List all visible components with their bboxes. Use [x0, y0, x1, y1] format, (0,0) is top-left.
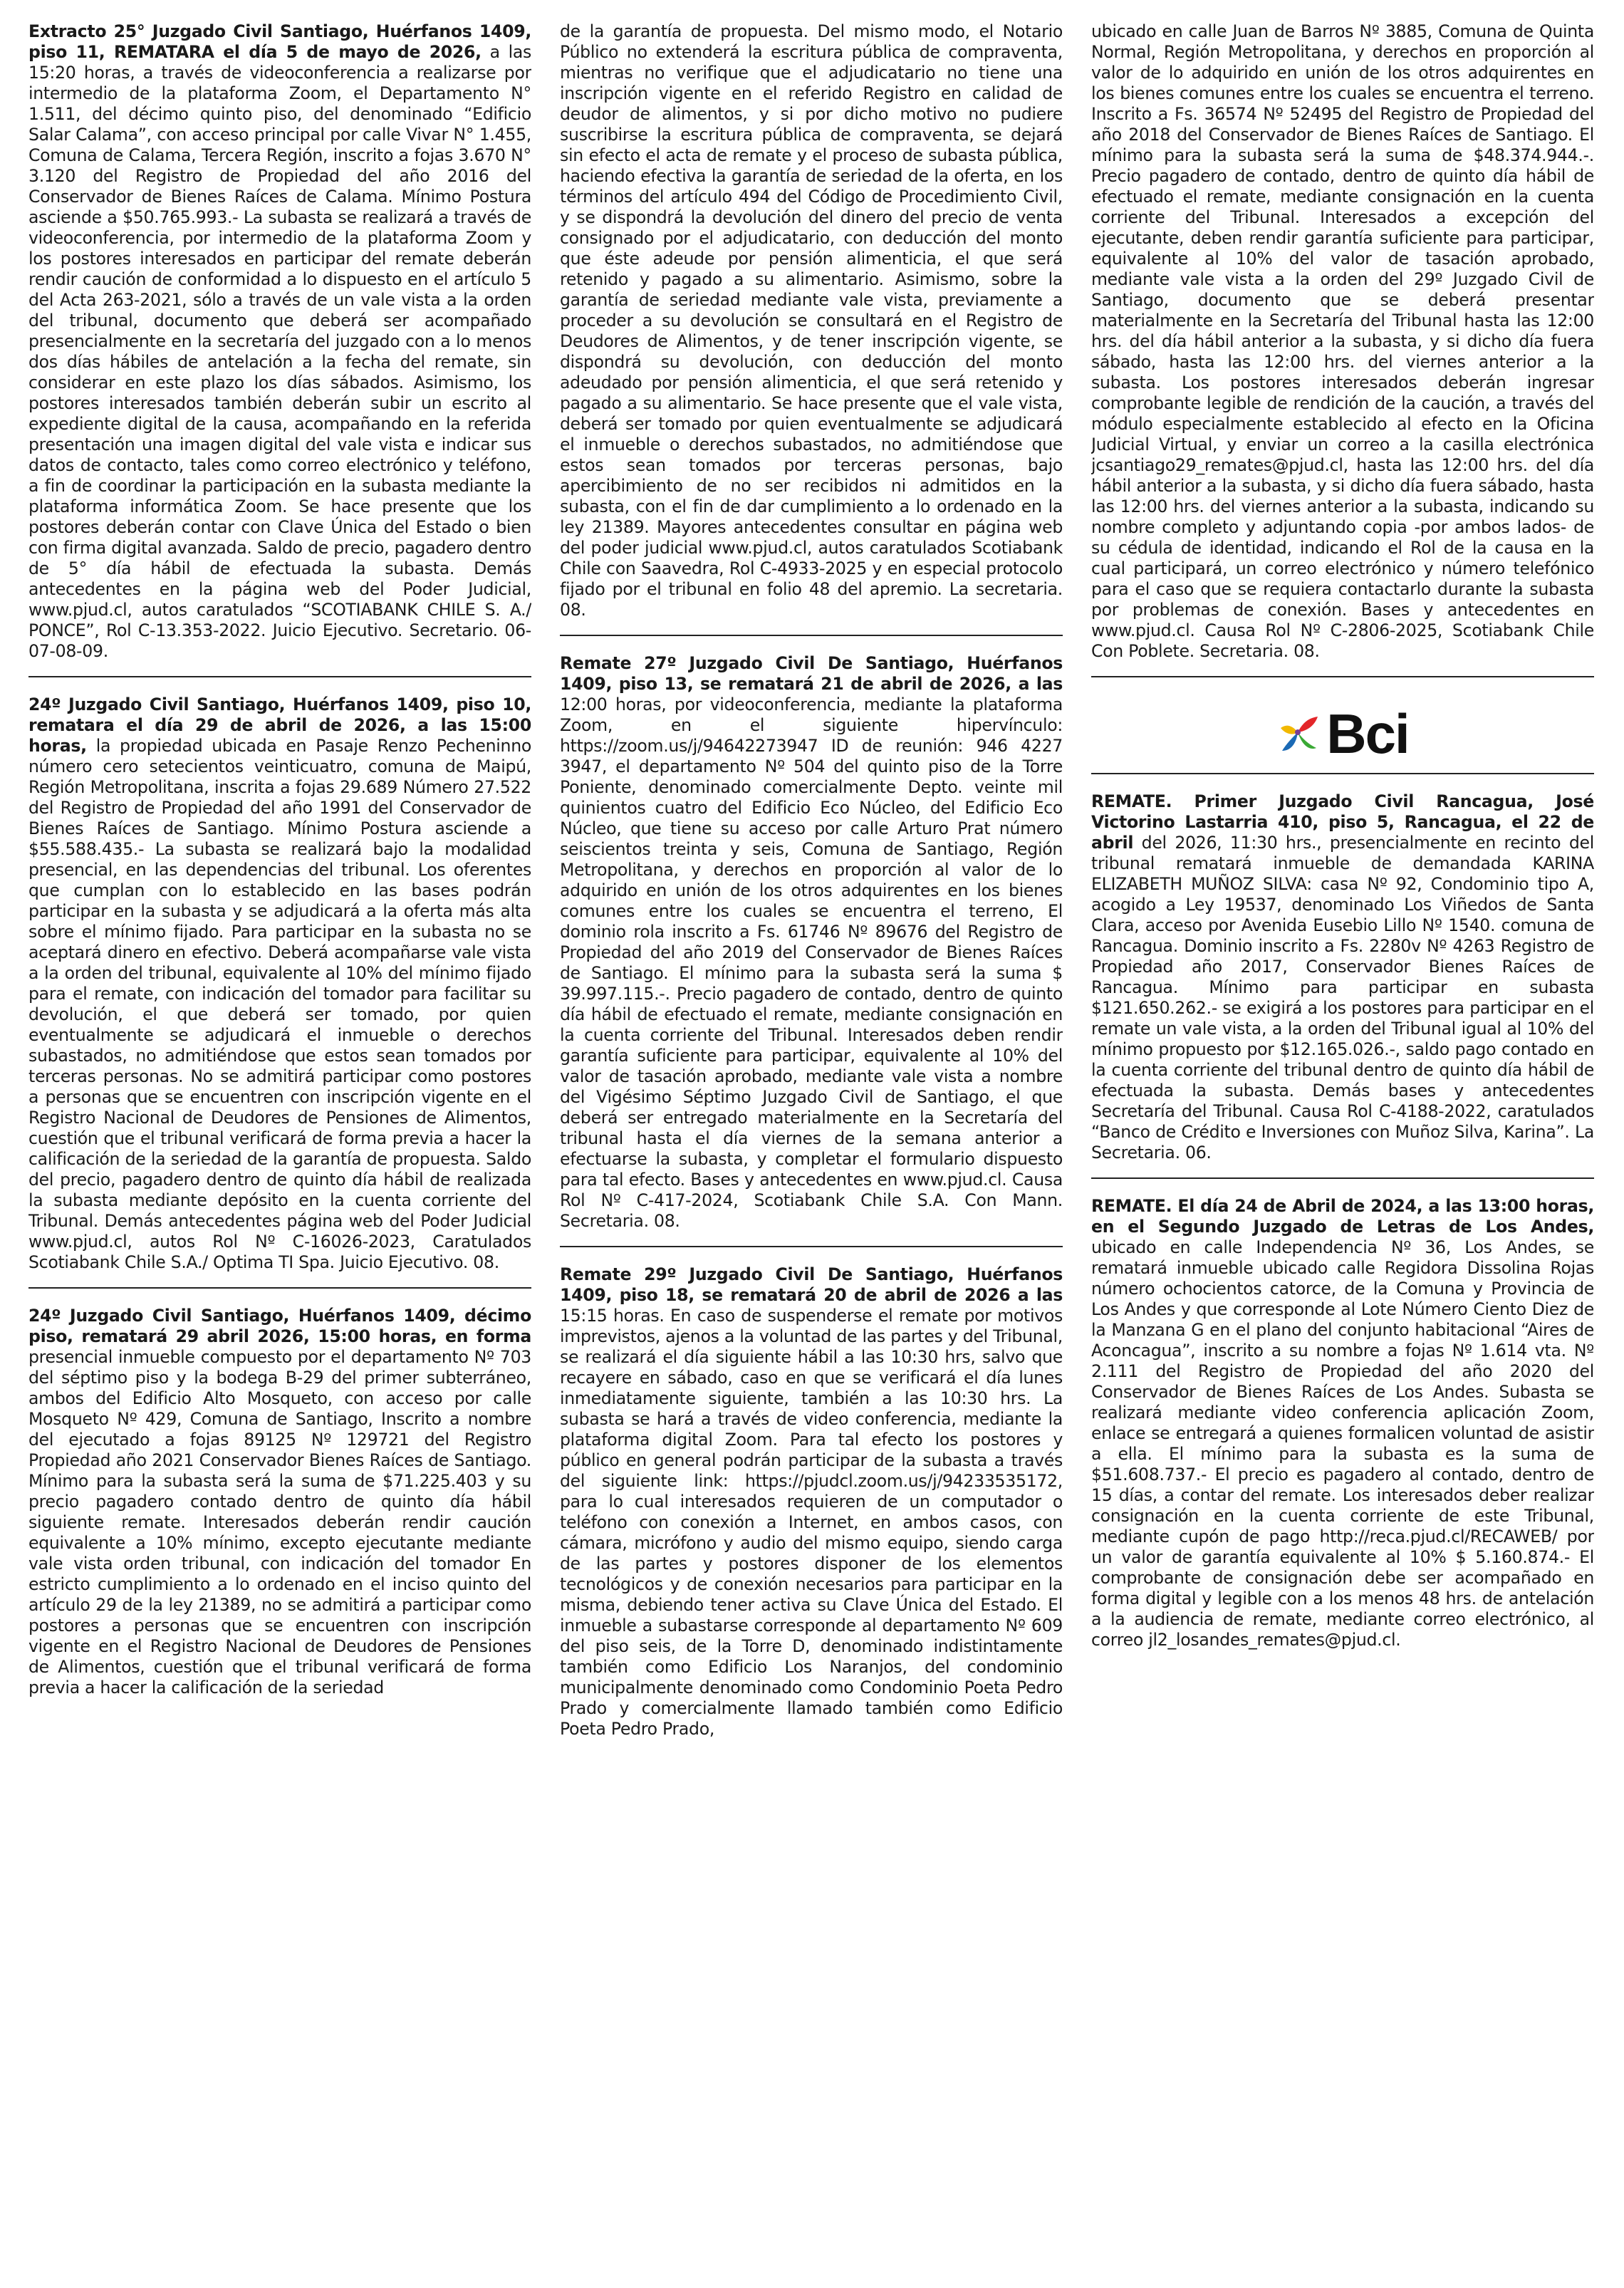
- column-right: [1091, 21, 1594, 2265]
- auction-notice: [28, 21, 531, 677]
- notice-body: 15:15 horas. En caso de suspenderse el remate por motivos imprevistos, ajenos a la voluntad de las partes y del Tribunal, se realizará el día siguiente hábil a las 10:30 hrs, salvo que recayere en sábado, caso en que se verificará el día lunes inmediatamente siguiente, también a las 10:30 hrs. La subasta se hará a través de video conferencia, mediante la plataforma digital Zoom. Para tal efecto los postores y público en general podrán participar de la subasta a través del siguiente link: https://pjudcl.zoom.us/j/94233535172, para lo cual interesados requieren de un computador o teléfono con conexión a Internet, en ambos casos, con cámara, micrófono y audio del mismo equipo, siendo carga de las partes y postores disponer de los elementos tecnológicos y de conexión necesarios para participar en la misma, debiendo tener activa su Clave Única del Estado. El inmueble a subastarse corresponde al departamento Nº 609 del piso seis, de la Torre D, denominado indistintamente también como Edificio Los Naranjos, del condominio municipalmente denominado como Condominio Poeta Pedro Prado y comercialmente llamado también como Edificio Poeta Pedro Prado,: [560, 1306, 1063, 1739]
- notice-body: presencial inmueble compuesto por el departamento Nº 703 del séptimo piso y la bodega B-29 del primer subterráneo, ambos del Edificio Alto Mosqueto, con acceso por calle Mosqueto Nº 429, Comuna de Santiago, Inscrito a nombre del ejecutado a fojas 89125 Nº 129721 del Registro Propiedad año 2021 Conservador Bienes Raíces de Santiago. Mínimo para la subasta será la suma de $71.225.403 y su precio pagadero contado dentro de quinto día hábil siguiente remate. Interesados deberán rendir caución equivalente a 10% mínimo, excepto ejecutante mediante vale vista orden tribunal, con indicación del tomador En estricto cumplimiento a lo ordenado en el inciso quinto del artículo 29 de la ley 21389, no se admitirá a participar como postores a personas que se encuentren con inscripción vigente en el Registro Nacional de Deudores de Pensiones de Alimentos, cuestión que el tribunal verificará de forma previa a hacer la calificación de la seriedad: [28, 1347, 531, 1697]
- auction-notice: [28, 1306, 531, 1712]
- classifieds-page: [28, 21, 1596, 2265]
- notice-heading: REMATE. El día 24 de Abril de 2024, a las 13:00 horas, en el Segundo Juzgado de Letras de Los Andes,: [1091, 1196, 1594, 1237]
- notice-body: 12:00 horas, por videoconferencia, mediante la plataforma Zoom, en el siguiente hipervínculo: https://zoom.us/j/94642273947 ID de reunión: 946 4227 3947, el departamento Nº 504 del quinto piso de la Torre Poniente, denominado comercialmente Depto. veinte mil quinientos cuatro del Edificio Eco Núcleo, del Edificio Eco Núcleo, que tiene su acceso por calle Arturo Prat número seiscientos treinta y seis, Comuna de Santiago, Región Metropolitana, y derechos en proporción al valor de lo adquirido en unión de los otros adquirentes en los bienes comunes entre los cuales se encuentra el terreno, El dominio rola inscrito a Fs. 61746 Nº 89676 del Registro de Propiedad del año 2019 del Conservador de Bienes Raíces de Santiago. El mínimo para la subasta será la suma $ 39.997.115.-. Precio pagadero de contado, dentro de quinto día hábil de efectuado el remate, mediante consignación en la cuenta corriente del Tribunal. Interesados deben rendir garantía suficiente para participar, equivalente al 10% del valor de tasación aprobado, mediante vale vista a nombre del Vigésimo Séptimo Juzgado Civil de Santiago, el que deberá ser entregado materialmente en la Secretaría del tribunal hasta el día viernes de la semana anterior a efectuarse la subasta, y completar el formulario dispuesto para tal efecto. Bases y antecedentes en www.pjud.cl. Causa Rol Nº C-417-2024, Scotiabank Chile S.A. Con Mann. Secretaria. 08.: [560, 695, 1063, 1231]
- notice-body: de la garantía de propuesta. Del mismo modo, el Notario Público no extenderá la escritura pública de compraventa, mientras no verifique que el adjudicatario no tiene una inscripción vigente en el referido Registro en calidad de deudor de alimentos, y si por dicho motivo no pudiere suscribirse la escritura pública de compraventa, se dejará sin efecto el acta de remate y el proceso de subasta pública, haciendo efectiva la garantía de seriedad de la oferta, en los términos del artículo 494 del Código de Procedimiento Civil, y se dispondrá la devolución del dinero del precio de venta consignado por el adjudicatario, con deducción del monto que éste adeude por pensión alimenticia, el que será retenido y pagado a su alimentario. Asimismo, sobre la garantía de seriedad mediante vale vista, previamente a proceder a su devolución se consultará en el Registro de Deudores de Alimentos, y de tener inscripción vigente, se dispondrá su devolución, con deducción del monto adeudado por pensión alimenticia, el que será retenido y pagado a su alimentario. Se hace presente que el vale vista, deberá ser tomado por quien eventualmente se adjudicará el inmueble o derechos subastados, no admitiéndose que estos sean tomados por terceras personas, bajo apercibimiento de no ser recibidos ni admitidos en la subasta, con el fin de dar cumplimiento a lo ordenado en la ley 21389. Mayores antecedentes consultar en página web del poder judicial www.pjud.cl, autos caratulados Scotiabank Chile con Saavedra, Rol C-4933-2025 y en especial protocolo fijado por el tribunal en folio 48 del apremio. La secretaria. 08.: [560, 21, 1063, 620]
- notice-body: del 2026, 11:30 hrs., presencialmente en recinto del tribunal rematará inmueble de demandada KARINA ELIZABETH MUÑOZ SILVA: casa Nº 92, Condominio tipo A, acogido a Ley 19537, denominado Los Viñedos de Santa Clara, acceso por Avenida Eusebio Lillo Nº 1540. comuna de Rancagua. Dominio inscrito a Fs. 2280v Nº 4263 Registro de Propiedad año 2017, Conservador Bienes Raíces de Rancagua. Mínimo para participar en subasta $121.650.262.- se exigirá a los postores para participar en el remate un vale vista, a la orden del Tribunal igual al 10% del mínimo propuesto por $12.165.026.-, saldo pago contado en la cuenta corriente del tribunal dentro de quinto día hábil de efectuada la subasta. Demás bases y antecedentes Secretaría del Tribunal. Causa Rol C-4188-2022, caratulados “Banco de Crédito e Inversiones con Muñoz Silva, Karina”. La Secretaria. 06.: [1091, 833, 1594, 1163]
- notice-heading: Remate 29º Juzgado Civil De Santiago, Huérfanos 1409, piso 18, se rematará 20 de abril de 2026 a las: [560, 1264, 1063, 1305]
- notice-body: ubicado en calle Juan de Barros Nº 3885, Comuna de Quinta Normal, Región Metropolitana, y derechos en proporción al valor de lo adquirido en unión de los otros adquirentes en los bienes comunes entre los cuales se encuentra el terreno. Inscrito a Fs. 36574 Nº 52495 del Registro de Propiedad del año 2018 del Conservador de Bienes Raíces de Santiago. El mínimo para la subasta será la suma de $48.374.944.-. Precio pagadero de contado, dentro de quinto día hábil de efectuado el remate, mediante consignación en la cuenta corriente del Tribunal. Interesados a excepción del ejecutante, deben rendir garantía suficiente para participar, equivalente al 10% del valor de tasación aprobado, mediante vale vista a la orden del 29º Juzgado Civil de Santiago, documento que se deberá presentar materialmente en la Secretaría del Tribunal hasta las 12:00 hrs. del día hábil anterior a la subasta, y si dicho día fuera sábado, hasta las 12:00 hrs. del viernes anterior a la subasta. Los postores interesados deberán ingresar comprobante legible de rendición de la caución, a través del módulo especialmente establecido al efecto en la Oficina Judicial Virtual, y enviar un correo a la casilla electrónica jcsantiago29_remates@pjud.cl, hasta las 12:00 hrs. del día hábil anterior a la subasta, y si dicho día fuera sábado, hasta las 12:00 hrs. del viernes anterior a la subasta, indicando su nombre completo y adjuntando copia -por ambos lados- de su cédula de identidad, indicando el Rol de la causa en la cual participará, un correo electrónico y número telefónico para el caso que se requiera contactarlo durante la subasta por problemas de conexión. Bases y antecedentes en www.pjud.cl. Causa Rol Nº C-2806-2025, Scotiabank Chile Con Poblete. Secretaria. 08.: [1091, 21, 1594, 661]
- auction-notice-continued: [560, 21, 1063, 636]
- notice-heading: REMATE. Primer Juzgado Civil Rancagua, José Victorino Lastarria 410, piso 5, Rancagua, el 22 de abril: [1091, 791, 1594, 853]
- notice-body: ubicado en calle Independencia Nº 36, Los Andes, se rematará inmueble ubicado calle Regidora Dissolina Rojas número ochocientos catorce, de la Comuna y Provincia de Los Andes y que corresponde al Lote Número Ciento Diez de la Manzana G en el plano del conjunto habitacional “Aires de Aconcagua”, inscrito a su nombre a fojas Nº 1.614 vta. Nº 2.111 del Registro de Propiedad del año 2020 del Conservador de Bienes Raíces de Los Andes. Subasta se realizará mediante video conferencia aplicación Zoom, enlace se entregará a quienes formalicen voluntad de asistir a ella. El mínimo para la subasta es la suma de $51.608.737.- El precio es pagadero al contado, dentro de 15 días, a contar del remate. Los interesados deber realizar consignación en la cuenta corriente de este Tribunal, mediante cupón de pago http://reca.pjud.cl/RECAWEB/ por un valor de garantía equivalente al 10% $ 5.160.874.- El comprobante de consignación debe ser acompañado en forma digital y legible con a los menos 48 hrs. de antelación a la audiencia de remate, mediante correo electrónico, al correo jl2_losandes_remates@pjud.cl.: [1091, 1237, 1594, 1650]
- notice-body: la propiedad ubicada en Pasaje Renzo Pecheninno número cero setecientos veinticuatro, comuna de Maipú, Región Metropolitana, inscrita a fojas 29.689 Número 27.522 del Registro de Propiedad del año 1991 del Conservador de Bienes Raíces de Santiago. Mínimo Postura asciende a $55.588.435.- La subasta se realizará bajo la modalidad presencial, en las dependencias del tribunal. Los oferentes que cumplan con lo establecido en las bases podrán participar en la subasta y se adjudicará a la oferta más alta sobre el mínimo fijado. Para participar en la subasta no se aceptará dinero en efectivo. Deberá acompañarse vale vista a la orden del tribunal, equivalente al 10% del mínimo fijado para el remate, con indicación del tomador para facilitar su devolución, el que deberá ser tomado, por quien eventualmente se adjudicará el inmueble o derechos subastados, no admitiéndose que estos sean tomados por terceras personas. No se admitirá participar como postores a personas que se encuentren con inscripción vigente en el Registro Nacional de Deudores de Pensiones de Alimentos, cuestión que el tribunal verificará de forma previa a hacer la calificación de la seriedad de la garantía de propuesta. Saldo del precio, pagadero dentro de quinto día hábil de realizada la subasta mediante depósito en la cuenta corriente del Tribunal. Demás antecedentes página web del Poder Judicial www.pjud.cl, autos Rol Nº C-16026-2023, Caratulados Scotiabank Chile S.A./ Optima TI Spa. Juicio Ejecutivo. 08.: [28, 736, 531, 1272]
- auction-notice-continued: [1091, 21, 1594, 677]
- column-left: [28, 21, 531, 2265]
- auction-notice: [28, 695, 531, 1289]
- notice-body: a las 15:20 horas, a través de videoconferencia a realizarse por intermedio de la plataforma Zoom, el Departamento N° 1.511, del décimo quinto piso, del denominado “Edificio Salar Calama”, con acceso principal por calle Vivar N° 1.455, Comuna de Calama, Tercera Región, inscrito a fojas 3.670 N° 3.120 del Registro de Propiedad del año 2016 del Conservador de Bienes Raíces de Calama. Mínimo Postura asciende a $50.765.993.- La subasta se realizará a través de videoconferencia, por intermedio de la plataforma Zoom y los postores interesados en participar del remate deberán rendir caución de conformidad a lo dispuesto en el artículo 5 del Acta 263-2021, sólo a través de un vale vista a la orden del tribunal, documento que deberá ser acompañado presencialmente en la secretaría del juzgado con a lo menos dos días hábiles de antelación a la fecha del remate, sin considerar en este plazo los días sábados. Asimismo, los postores interesados también deberán subir un escrito al expediente digital de la causa, acompañando en la referida presentación una imagen digital del vale vista e indicar sus datos de contacto, tales como correo electrónico y teléfono, a fin de coordinar la participación en la subasta mediante la plataforma informática Zoom. Se hace presente que los postores deberán contar con Clave Única del Estado o bien con firma digital avanzada. Saldo de precio, pagadero dentro de 5° día hábil de efectuada la subasta. Demás antecedentes en la página web del Poder Judicial, www.pjud.cl, autos caratulados “SCOTIABANK CHILE S. A./ PONCE”, Rol C-13.353-2022. Juicio Ejecutivo. Secretario. 06-07-08-09.: [28, 42, 531, 661]
- notice-heading: Extracto 25° Juzgado Civil Santiago, Huérfanos 1409, piso 11, REMATARA el día 5 de mayo de 2026,: [28, 21, 531, 62]
- auction-notice: [1091, 791, 1594, 1179]
- bci-ad: [1091, 695, 1594, 774]
- notice-heading: Remate 27º Juzgado Civil De Santiago, Huérfanos 1409, piso 13, se rematará 21 de abril de 2026, a las: [560, 653, 1063, 694]
- bci-logo-icon: [1276, 712, 1322, 755]
- auction-notice: [560, 653, 1063, 1247]
- bci-logo: [1276, 702, 1409, 765]
- auction-notice: [1091, 1196, 1594, 1665]
- column-middle: [560, 21, 1063, 2265]
- notice-heading: 24º Juzgado Civil Santiago, Huérfanos 1409, piso 10, rematara el día 29 de abril de 2026, a las 15:00 horas,: [28, 695, 531, 756]
- auction-notice: [560, 1264, 1063, 1754]
- notice-heading: 24º Juzgado Civil Santiago, Huérfanos 1409, décimo piso, rematará 29 abril 2026, 15:00 horas, en forma: [28, 1306, 531, 1346]
- bci-logo-text: Bci: [1326, 702, 1409, 765]
